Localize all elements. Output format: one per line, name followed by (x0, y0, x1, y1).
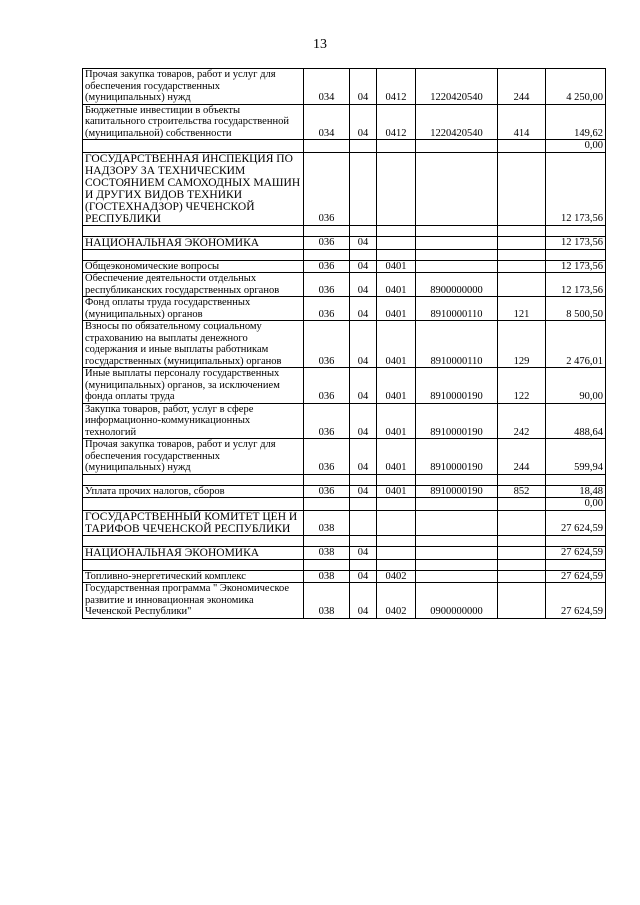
row-subsection: 0401 (377, 485, 416, 498)
row-expense-type (498, 510, 546, 535)
row-name: Взносы по обязательному социальному страхованию на выплаты денежного содержания и иные выплаты работникам государственных (муниципальных) органов (83, 321, 304, 368)
row-subsection: 0401 (377, 321, 416, 368)
row-sum: 0,00 (546, 498, 606, 511)
row-sum: 27 624,59 (546, 583, 606, 619)
row-sum: 8 500,50 (546, 297, 606, 321)
row-target-article: 8910000190 (416, 403, 498, 439)
row-grbs (304, 498, 350, 511)
row-target-article: 0900000000 (416, 583, 498, 619)
row-grbs: 036 (304, 236, 350, 249)
row-section: 04 (350, 260, 377, 273)
row-name: Бюджетные инвестиции в объекты капитального строительства государственной (муниципальной) собственности (83, 104, 304, 140)
budget-table (82, 68, 606, 619)
row-section: 04 (350, 104, 377, 140)
row-name: Общеэкономические вопросы (83, 260, 304, 273)
row-subsection (377, 152, 416, 225)
row-expense-type: 242 (498, 403, 546, 439)
row-name: Государственная программа " Экономическое развитие и инновационная экономика Чеченской Республики" (83, 583, 304, 619)
row-expense-type: 244 (498, 439, 546, 475)
table-row (83, 104, 606, 140)
row-section: 04 (350, 570, 377, 583)
row-subsection: 0412 (377, 104, 416, 140)
row-name: ГОСУДАРСТВЕННЫЙ КОМИТЕТ ЦЕН И ТАРИФОВ ЧЕЧЕНСКОЙ РЕСПУБЛИКИ (83, 510, 304, 535)
spacer-row (83, 535, 606, 546)
spacer-row (83, 225, 606, 236)
row-name: Закупка товаров, работ, услуг в сфере информационно-коммуникационных технологий (83, 403, 304, 439)
row-section: 04 (350, 485, 377, 498)
row-sum: 27 624,59 (546, 570, 606, 583)
row-target-article: 8910000190 (416, 368, 498, 404)
row-expense-type: 121 (498, 297, 546, 321)
table-row (83, 236, 606, 249)
row-expense-type (498, 260, 546, 273)
row-section: 04 (350, 439, 377, 475)
row-subsection (377, 498, 416, 511)
page-number: 13 (313, 37, 327, 52)
row-grbs: 034 (304, 104, 350, 140)
row-grbs: 034 (304, 69, 350, 105)
row-expense-type (498, 152, 546, 225)
row-sum: 18,48 (546, 485, 606, 498)
row-grbs: 038 (304, 546, 350, 559)
row-subsection: 0412 (377, 69, 416, 105)
row-section (350, 140, 377, 153)
row-name: Иные выплаты персоналу государственных (муниципальных) органов, за исключением фонда оплаты труда (83, 368, 304, 404)
row-grbs: 038 (304, 570, 350, 583)
table-row (83, 368, 606, 404)
row-grbs: 038 (304, 510, 350, 535)
row-sum: 27 624,59 (546, 510, 606, 535)
row-name: Прочая закупка товаров, работ и услуг для обеспечения государственных (муниципальных) нужд (83, 439, 304, 475)
row-subsection: 0401 (377, 368, 416, 404)
row-sum: 488,64 (546, 403, 606, 439)
row-expense-type: 852 (498, 485, 546, 498)
table-row (83, 583, 606, 619)
table-row (83, 546, 606, 559)
row-section: 04 (350, 546, 377, 559)
row-section: 04 (350, 69, 377, 105)
row-sum: 599,94 (546, 439, 606, 475)
row-subsection (377, 510, 416, 535)
row-grbs: 036 (304, 297, 350, 321)
row-grbs: 036 (304, 260, 350, 273)
table-row (83, 485, 606, 498)
row-expense-type (498, 546, 546, 559)
row-subsection: 0401 (377, 273, 416, 297)
table-row (83, 570, 606, 583)
row-target-article: 8910000110 (416, 297, 498, 321)
table-row (83, 510, 606, 535)
row-name: Прочая закупка товаров, работ и услуг для обеспечения государственных (муниципальных) нужд (83, 69, 304, 105)
table-row (83, 260, 606, 273)
row-sum: 12 173,56 (546, 236, 606, 249)
row-expense-type: 129 (498, 321, 546, 368)
row-subsection: 0402 (377, 570, 416, 583)
row-expense-type: 244 (498, 69, 546, 105)
row-name: Обеспечение деятельности отдельных республиканских государственных органов (83, 273, 304, 297)
table-row (83, 439, 606, 475)
row-section (350, 152, 377, 225)
row-subsection: 0401 (377, 297, 416, 321)
row-section: 04 (350, 273, 377, 297)
row-expense-type (498, 498, 546, 511)
spacer-row (83, 559, 606, 570)
row-target-article (416, 260, 498, 273)
row-section: 04 (350, 583, 377, 619)
row-section (350, 510, 377, 535)
row-target-article (416, 510, 498, 535)
row-subsection (377, 236, 416, 249)
row-target-article: 1220420540 (416, 104, 498, 140)
row-section: 04 (350, 403, 377, 439)
row-expense-type: 122 (498, 368, 546, 404)
table-row (83, 140, 606, 153)
row-sum: 12 173,56 (546, 152, 606, 225)
row-grbs: 036 (304, 321, 350, 368)
row-expense-type (498, 570, 546, 583)
row-sum: 2 476,01 (546, 321, 606, 368)
row-subsection: 0401 (377, 439, 416, 475)
row-grbs: 036 (304, 403, 350, 439)
row-target-article (416, 236, 498, 249)
row-expense-type (498, 273, 546, 297)
table-row (83, 273, 606, 297)
row-name (83, 498, 304, 511)
row-target-article (416, 498, 498, 511)
row-section: 04 (350, 321, 377, 368)
row-subsection: 0401 (377, 260, 416, 273)
spacer-row (83, 474, 606, 485)
row-name: Фонд оплаты труда государственных (муниципальных) органов (83, 297, 304, 321)
row-expense-type: 414 (498, 104, 546, 140)
row-target-article (416, 152, 498, 225)
table-row (83, 321, 606, 368)
row-name: Топливно-энергетический комплекс (83, 570, 304, 583)
row-grbs: 036 (304, 273, 350, 297)
row-sum: 149,62 (546, 104, 606, 140)
row-target-article: 8900000000 (416, 273, 498, 297)
row-name (83, 140, 304, 153)
row-subsection (377, 140, 416, 153)
row-sum: 12 173,56 (546, 260, 606, 273)
row-grbs: 036 (304, 439, 350, 475)
row-name: НАЦИОНАЛЬНАЯ ЭКОНОМИКА (83, 236, 304, 249)
row-target-article: 8910000110 (416, 321, 498, 368)
row-sum: 12 173,56 (546, 273, 606, 297)
row-target-article: 8910000190 (416, 439, 498, 475)
row-target-article: 1220420540 (416, 69, 498, 105)
row-section: 04 (350, 368, 377, 404)
row-grbs: 036 (304, 368, 350, 404)
row-expense-type (498, 236, 546, 249)
table-row (83, 297, 606, 321)
row-subsection: 0402 (377, 583, 416, 619)
row-target-article (416, 546, 498, 559)
row-sum: 90,00 (546, 368, 606, 404)
table-row (83, 152, 606, 225)
row-expense-type (498, 140, 546, 153)
row-sum: 0,00 (546, 140, 606, 153)
row-name: Уплата прочих налогов, сборов (83, 485, 304, 498)
row-target-article (416, 570, 498, 583)
row-section: 04 (350, 236, 377, 249)
row-section: 04 (350, 297, 377, 321)
row-grbs: 038 (304, 583, 350, 619)
row-sum: 27 624,59 (546, 546, 606, 559)
row-grbs: 036 (304, 152, 350, 225)
row-grbs: 036 (304, 485, 350, 498)
row-sum: 4 250,00 (546, 69, 606, 105)
row-subsection (377, 546, 416, 559)
table-row (83, 498, 606, 511)
table-row (83, 69, 606, 105)
row-section (350, 498, 377, 511)
row-name: ГОСУДАРСТВЕННАЯ ИНСПЕКЦИЯ ПО НАДЗОРУ ЗА ТЕХНИЧЕСКИМ СОСТОЯНИЕМ САМОХОДНЫХ МАШИН И ДРУГИХ ВИДОВ ТЕХНИКИ (ГОСТЕХНАДЗОР) ЧЕЧЕНСКОЙ РЕСПУБЛИКИ (83, 152, 304, 225)
spacer-row (83, 249, 606, 260)
table-row (83, 403, 606, 439)
row-target-article (416, 140, 498, 153)
row-name: НАЦИОНАЛЬНАЯ ЭКОНОМИКА (83, 546, 304, 559)
row-grbs (304, 140, 350, 153)
row-subsection: 0401 (377, 403, 416, 439)
row-target-article: 8910000190 (416, 485, 498, 498)
row-expense-type (498, 583, 546, 619)
